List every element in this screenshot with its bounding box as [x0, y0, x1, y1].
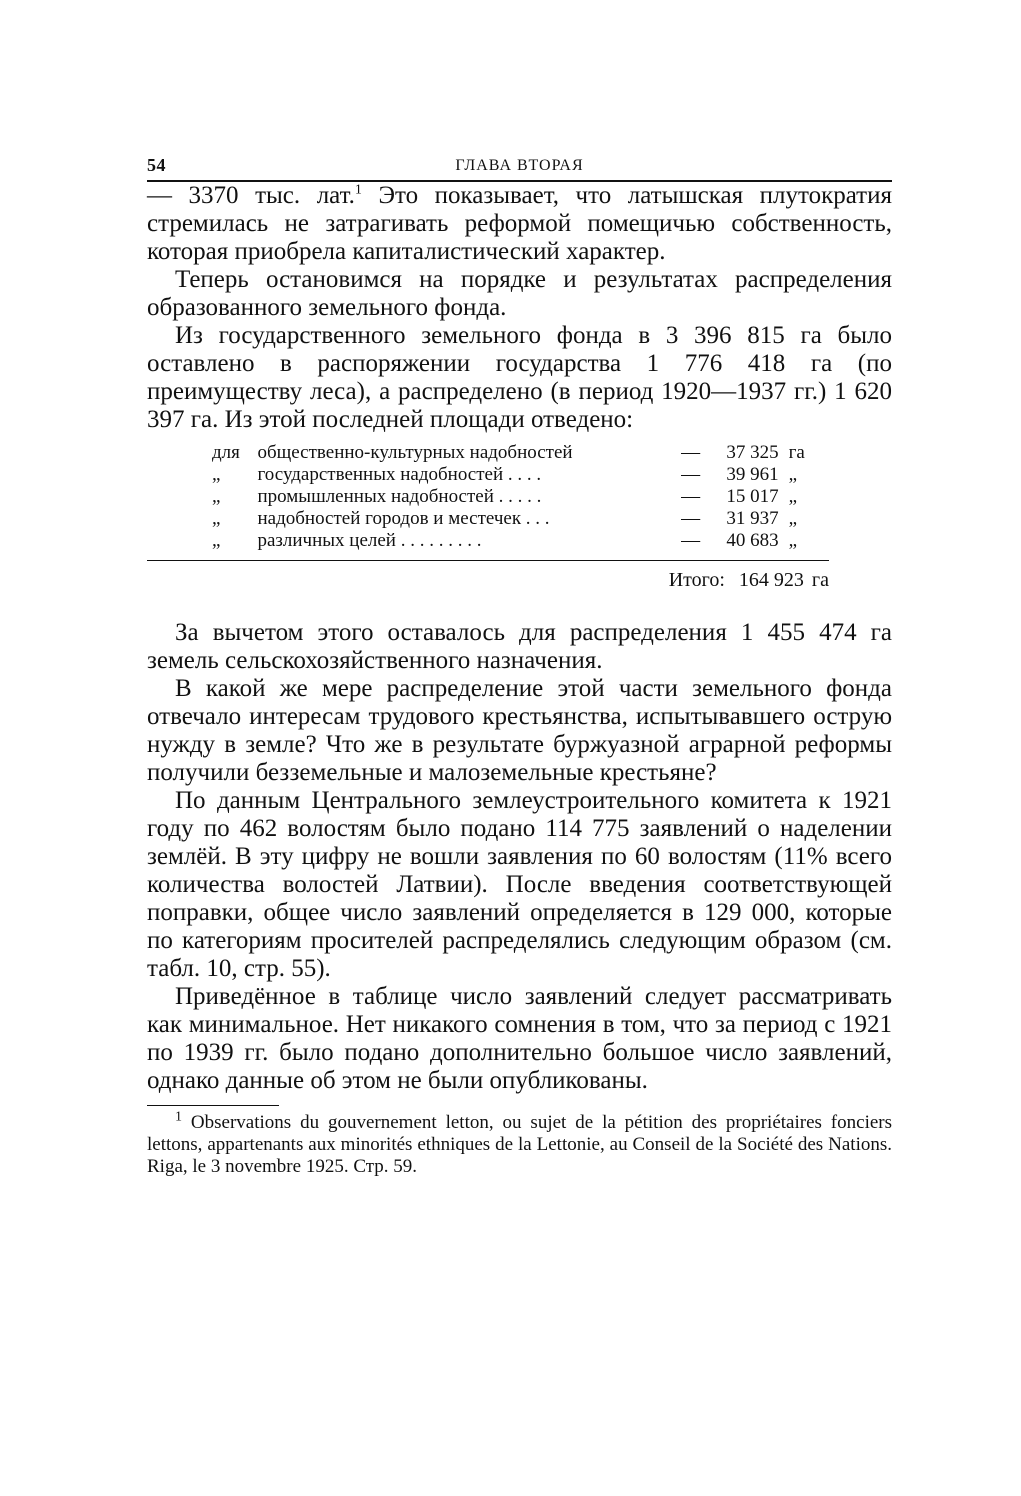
allotment-row — [212, 464, 830, 486]
row-label: надобностей городов и местечек . . . — [257, 508, 550, 529]
row-dash: — — [681, 464, 701, 485]
page-number: 54 — [147, 155, 166, 175]
paragraph-7: Приведённое в таблице число заявлений следует рассматривать как минимальное. Нет никакого сомнения в том, что за период с 1921 по 1939 гг. было подано дополнительно большое число заявлений, однако данные об этом не были опубликованы. — [147, 983, 892, 1094]
row-unit: „ — [788, 464, 798, 485]
paragraph-1 — [147, 182, 892, 266]
row-unit: „ — [788, 486, 798, 507]
row-prefix: „ — [212, 464, 221, 485]
main-text-continued — [147, 619, 892, 1095]
allotment-row — [212, 442, 830, 464]
row-unit: „ — [788, 530, 798, 551]
row-prefix: для — [212, 442, 240, 463]
allotment-row — [212, 508, 830, 530]
row-prefix: „ — [212, 530, 221, 551]
row-prefix: „ — [212, 486, 221, 507]
row-label: общественно-культурных надобностей — [257, 442, 573, 463]
allotment-total — [147, 560, 829, 593]
footnote-reference: 1 — [354, 182, 362, 198]
footnote-rule — [147, 1105, 279, 1106]
row-value: 39 961 — [726, 464, 779, 485]
main-text — [147, 182, 892, 434]
allotment-row — [212, 486, 830, 508]
paragraph-1-rest: Это показывает, что латышская плутократия стремилась не затрагивать реформой помещичью собственность, которая приобрела капиталистический характер. — [147, 182, 892, 265]
total-value: 164 923 — [738, 569, 804, 591]
row-dash: — — [681, 508, 701, 529]
row-value: 31 937 — [726, 508, 779, 529]
total-label: Итого: — [668, 569, 725, 591]
paragraph-5: В какой же мере распределение этой части земельного фонда отвечало интересам трудового крестьянства, испытывавшего острую нужду в земле? Что же в результате буржуазной аграрной реформы получили безземельные и малоземельные крестьяне? — [147, 675, 892, 786]
row-label: различных целей . . . . . . . . . — [257, 530, 482, 551]
paragraph-6: По данным Центрального землеустроительного комитета к 1921 году по 462 волостям было подано 114 775 заявлений о наделении землёй. В эту цифру не вошли заявления по 60 волостям (11% всего количества волостей Латвии). После введения соответствующей поправки, общее число заявлений определяется в 129 000, которые по категориям просителей распределялись следующим образом (см. табл. 10, стр. 55). — [147, 787, 892, 982]
footnote-text: Observations du gouvernement letton, ou sujet de la pétition des propriétaires fonciers lettons, appartenants aux minorités ethniques de la Lettonie, au Conseil de la Société des Nations. Riga, le 3 novembre 1925. Стр. 59. — [147, 1112, 892, 1177]
row-value: 40 683 — [726, 530, 779, 551]
paragraph-1-start: — 3370 тыс. лат. — [147, 182, 355, 209]
book-page — [147, 150, 892, 1178]
paragraph-2: Теперь остановимся на порядке и результатах распределения образованного земельного фонда. — [147, 266, 892, 321]
footnote-mark: 1 — [175, 1109, 182, 1125]
row-dash: — — [681, 486, 701, 507]
paragraph-4: За вычетом этого оставалось для распределения 1 455 474 га земель сельскохозяйственного назначения. — [147, 619, 892, 674]
running-head — [147, 150, 892, 182]
footnote — [147, 1109, 892, 1178]
row-value: 37 325 — [726, 442, 779, 463]
total-unit: га — [811, 569, 829, 591]
row-prefix: „ — [212, 508, 221, 529]
chapter-title: ГЛАВА ВТОРАЯ — [455, 157, 584, 174]
allotment-row — [212, 530, 830, 552]
row-value: 15 017 — [726, 486, 779, 507]
row-label: государственных надобностей . . . . — [257, 464, 542, 485]
row-dash: — — [681, 530, 701, 551]
row-unit: га — [788, 442, 805, 463]
row-dash: — — [681, 442, 701, 463]
paragraph-3: Из государственного земельного фонда в 3 396 815 га было оставлено в распоряжении государства 1 776 418 га (по преимуществу леса), а распределено (в период 1920—1937 гг.) 1 620 397 га. Из этой последней площади отведено: — [147, 322, 892, 433]
row-unit: „ — [788, 508, 798, 529]
row-label: промышленных надобностей . . . . . — [257, 486, 542, 507]
allotment-table — [212, 442, 830, 552]
